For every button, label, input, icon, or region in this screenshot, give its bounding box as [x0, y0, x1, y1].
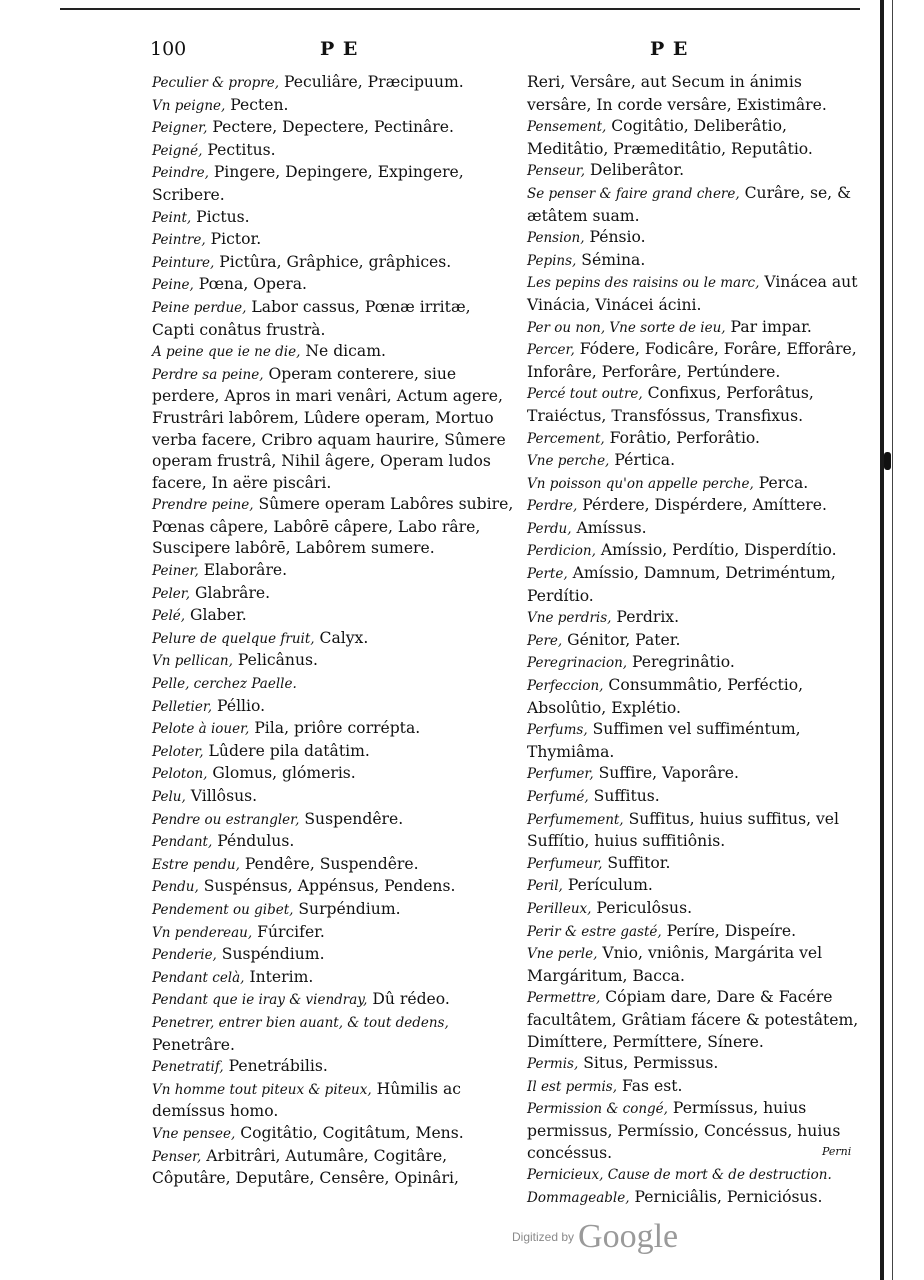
dictionary-entry: [152, 252, 517, 275]
entry-translation: Situs, Permissus.: [578, 1054, 719, 1073]
dictionary-entry: [152, 899, 517, 922]
entry-translation: Pictûra, Grâphice, grâphices.: [214, 252, 452, 271]
entry-translation: Curâre, se, & ætâtem suam.: [527, 183, 851, 225]
dictionary-entry: [527, 630, 862, 653]
entry-translation: Peculiâre, Præcipuum.: [279, 73, 464, 91]
dictionary-entry: [152, 1056, 517, 1079]
entry-headword: Permettre,: [527, 990, 601, 1007]
entry-translation: Pectitus.: [202, 140, 276, 159]
entry-headword: Perdu,: [527, 520, 572, 537]
dictionary-entry: [527, 652, 862, 675]
dictionary-entry: [152, 944, 517, 967]
entry-translation: Fúrcifer.: [252, 922, 325, 941]
dictionary-entry: [152, 297, 517, 341]
running-head-right: P E: [650, 38, 689, 60]
entry-headword: Peiner,: [152, 563, 199, 580]
entry-headword: Peigner,: [152, 120, 208, 137]
watermark-label: Digitized by: [512, 1230, 575, 1244]
entry-translation: Cogitâtio, Deliberâtio, Meditâtio, Præmeditâtio, Reputâtio.: [527, 117, 813, 158]
dictionary-entry: [527, 898, 862, 921]
dictionary-entry: [527, 786, 862, 809]
dictionary-entry: [152, 364, 517, 495]
entry-translation: Pelicânus.: [232, 651, 318, 670]
entry-headword: Perfumé,: [527, 789, 589, 805]
entry-translation: Peregrinâtio.: [627, 653, 735, 672]
dictionary-entry: [152, 967, 517, 990]
dictionary-entry: [527, 227, 862, 250]
entry-headword: Peigné,: [152, 142, 203, 159]
dictionary-entry: [527, 1076, 862, 1099]
catchword: Perni: [822, 1145, 852, 1158]
entry-headword: Perdre sa peine,: [152, 366, 264, 383]
entry-headword: Perfeccion,: [527, 678, 604, 695]
left-column: [152, 72, 517, 1190]
entry-headword: Perfumeur,: [527, 855, 603, 872]
entry-translation: Pictus.: [191, 207, 250, 226]
dictionary-entry: [152, 560, 517, 583]
dictionary-entry: [527, 383, 862, 427]
dictionary-entry: [527, 719, 862, 763]
entry-translation: Lûdere pila datâtim.: [203, 741, 370, 760]
entry-translation: Sûmere operam Labôres subire, Pœnas câpere, Labôrē câpere, Labo râre, Suscipere labôrē, Labôrem sumere.: [152, 495, 514, 558]
entry-headword: Permission & congé,: [527, 1101, 668, 1118]
dictionary-entry: [152, 229, 517, 252]
entry-headword: Penseur,: [527, 163, 586, 180]
entry-headword: Pelu,: [152, 789, 186, 805]
dictionary-entry: [527, 809, 862, 853]
entry-headword: Pendant,: [152, 834, 213, 851]
entry-headword: Peintre,: [152, 232, 206, 249]
page-top-edge: [60, 0, 860, 10]
entry-headword: Les pepins des raisins ou le marc,: [527, 275, 760, 292]
dictionary-entry: [152, 786, 517, 809]
binding-shadow: [880, 0, 884, 1280]
page-number: 100: [150, 38, 187, 60]
dictionary-entry: [152, 1123, 517, 1146]
entry-headword: Pendant celà,: [152, 969, 245, 986]
entry-translation: Reri, Versâre, aut Secum in ánimis versâre, In corde versâre, Existimâre.: [527, 73, 827, 114]
dictionary-entry: [152, 583, 517, 606]
dictionary-entry: [527, 540, 862, 563]
entry-translation: Operam conterere, siue perdere, Apros in mari venâri, Actum agere, Frustrâri labôrem, Lûdere operam, Mortuo verba facere, Cribro aquam haurire, Sûmere operam frustrâ, Nihil âgere, Operam ludos facere, In aëre piscâri.: [152, 364, 506, 492]
entry-translation: Penetrábilis.: [223, 1057, 328, 1076]
entry-translation: Péllio.: [212, 696, 266, 715]
entry-translation: Fódere, Fodicâre, Forâre, Efforâre, Inforâre, Perforâre, Pertúndere.: [527, 340, 857, 381]
dictionary-entry: [527, 987, 862, 1053]
dictionary-entry: [527, 763, 862, 786]
dictionary-entry: [527, 1053, 862, 1076]
entry-translation: Suffitus, huius suffitus, vel Suffítio, huius suffitiônis.: [527, 809, 840, 851]
dictionary-entry: [527, 339, 862, 383]
right-column: [527, 72, 862, 1209]
entry-translation: Pectere, Depectere, Pectinâre.: [207, 118, 454, 137]
entry-headword: Permis,: [527, 1056, 579, 1073]
entry-translation: Suffimen vel suffiméntum, Thymiâma.: [527, 720, 801, 761]
entry-headword: Pelote à iouer,: [152, 721, 250, 738]
entry-translation: Pingere, Depingere, Expingere, Scribere.: [152, 163, 464, 204]
entry-translation: Pœna, Opera.: [193, 275, 307, 294]
dictionary-entry: [152, 117, 517, 140]
entry-headword: Peinture,: [152, 254, 215, 271]
dictionary-entry: [152, 95, 517, 118]
entry-translation: Permíssus, huius permissus, Permíssio, Concéssus, huius concéssus.: [527, 1099, 841, 1162]
entry-headword: Il est permis,: [527, 1078, 617, 1095]
running-head-left: P E: [320, 38, 359, 60]
entry-headword: Penderie,: [152, 947, 217, 964]
google-logo: Google: [578, 1218, 679, 1255]
entry-headword: Vne perdris,: [527, 610, 612, 627]
entry-headword: Peine,: [152, 277, 194, 294]
entry-translation: Deliberâtor.: [585, 161, 685, 180]
dictionary-entry: [527, 495, 862, 518]
dictionary-entry: [527, 428, 862, 451]
dictionary-entry: [527, 250, 862, 273]
dictionary-entry: [527, 160, 862, 183]
entry-translation: Suffire, Vaporâre.: [593, 764, 739, 783]
entry-translation: Suspéndium.: [216, 945, 325, 964]
entry-headword: Perfums,: [527, 722, 588, 739]
dictionary-entry: [152, 1079, 517, 1123]
dictionary-entry: [152, 274, 517, 297]
dictionary-entry: [527, 607, 862, 630]
entry-headword: Vn peigne,: [152, 97, 226, 114]
entry-headword: Peint,: [152, 209, 192, 226]
entry-translation: Pértica.: [609, 451, 676, 470]
dictionary-entry: [527, 183, 862, 227]
entry-translation: Fas est.: [617, 1076, 683, 1095]
entry-translation: Consummâtio, Perféctio, Absolûtio, Explétio.: [527, 676, 804, 717]
entry-translation: Hûmilis ac demíssus homo.: [152, 1079, 462, 1121]
entry-translation: Arbitrâri, Autumâre, Cogitâre, Côputâre, Deputâre, Censêre, Opinâri,: [152, 1146, 459, 1188]
entry-headword: Pelle, cerchez Paelle.: [152, 676, 297, 693]
entry-headword: Prendre peine,: [152, 497, 254, 514]
dictionary-entry: [152, 989, 517, 1012]
entry-headword: Perdicion,: [527, 543, 596, 560]
dictionary-entry: [527, 473, 862, 496]
entry-translation: Suspendêre.: [299, 809, 404, 828]
entry-translation: Dû rédeo.: [367, 990, 450, 1009]
entry-translation: Perdrix.: [611, 608, 680, 627]
entry-headword: Pepins,: [527, 252, 577, 269]
entry-translation: Perniciâlis, Perniciósus.: [629, 1187, 823, 1206]
entry-headword: Vne perche,: [527, 453, 610, 470]
dictionary-entry: [152, 494, 517, 560]
entry-headword: Pernicieux, Cause de mort & de destruction.: [527, 1167, 832, 1184]
dictionary-entry: [152, 741, 517, 764]
entry-headword: Penetrer, entrer bien auant, & tout dedens,: [152, 1014, 449, 1031]
entry-translation: Labor cassus, Pœnæ irritæ, Capti conâtus frustrà.: [152, 297, 471, 339]
entry-headword: Vn pendereau,: [152, 924, 253, 941]
dictionary-entry: [152, 763, 517, 786]
entry-headword: Percement,: [527, 430, 605, 447]
entry-translation: Vinácea aut Vinácia, Vinácei ácini.: [527, 273, 858, 314]
entry-headword: Percer,: [527, 342, 575, 359]
entry-translation: Pecten.: [225, 95, 289, 114]
dictionary-entry: [527, 450, 862, 473]
entry-headword: Peler,: [152, 585, 191, 602]
entry-headword: Pendant que ie iray & viendray,: [152, 992, 368, 1009]
dictionary-entry: [152, 650, 517, 673]
dictionary-entry: [527, 1187, 862, 1210]
dictionary-entry: [527, 1098, 862, 1164]
entry-translation: Suffitor.: [602, 853, 671, 872]
dictionary-entry: [527, 272, 862, 316]
dictionary-entry: [152, 696, 517, 719]
entry-translation: Villôsus.: [185, 787, 258, 805]
entry-translation: Amíssus.: [571, 518, 647, 537]
entry-headword: Peloter,: [152, 743, 204, 760]
entry-headword: A peine que ie ne die,: [152, 344, 301, 361]
entry-headword: Pelure de quelque fruit,: [152, 630, 315, 647]
entry-translation: Suspénsus, Appénsus, Pendens.: [198, 877, 456, 896]
entry-headword: Perfumer,: [527, 766, 594, 783]
entry-translation: Glabrâre.: [190, 583, 271, 602]
entry-headword: Penser,: [152, 1148, 202, 1165]
dictionary-entry: [152, 673, 517, 696]
entry-headword: Peculier & propre,: [152, 75, 279, 91]
entry-translation: Pictor.: [205, 230, 262, 249]
entry-headword: Estre pendu,: [152, 856, 240, 873]
entry-headword: Perdre,: [527, 498, 578, 515]
entry-headword: Pensement,: [527, 119, 607, 136]
entry-headword: Pere,: [527, 632, 563, 649]
dictionary-entry: [152, 72, 517, 95]
dictionary-entry: [152, 922, 517, 945]
entry-translation: Elaborâre.: [198, 561, 288, 580]
entry-headword: Se penser & faire grand chere,: [527, 185, 740, 202]
entry-translation: Par impar.: [725, 317, 812, 336]
entry-translation: Pénsio.: [584, 228, 646, 247]
dictionary-entry: [152, 162, 517, 206]
entry-translation: Forâtio, Perforâtio.: [604, 428, 760, 447]
entry-translation: Interim.: [244, 967, 314, 986]
entry-headword: Perte,: [527, 566, 568, 583]
dictionary-entry: [152, 809, 517, 832]
entry-headword: Peine perdue,: [152, 299, 247, 316]
entry-translation: Confixus, Perforâtus, Traiéctus, Transfóssus, Transfixus.: [527, 384, 814, 425]
dictionary-entry: [527, 675, 862, 719]
entry-headword: Vn homme tout piteux & piteux,: [152, 1081, 372, 1098]
dictionary-entry: [152, 628, 517, 651]
entry-translation: Sémina.: [576, 250, 646, 269]
entry-headword: Peloton,: [152, 766, 208, 783]
entry-headword: Vne pensee,: [152, 1125, 236, 1142]
dictionary-entry: [527, 72, 862, 116]
entry-headword: Pendre ou estrangler,: [152, 811, 300, 828]
entry-headword: Peregrinacion,: [527, 655, 628, 672]
dictionary-entry: [152, 1146, 517, 1190]
dictionary-entry: [152, 718, 517, 741]
entry-translation: Glaber.: [185, 606, 247, 625]
dictionary-entry: [152, 341, 517, 364]
dictionary-entry: [527, 518, 862, 541]
entry-headword: Pendement ou gibet,: [152, 901, 294, 918]
entry-headword: Perfumement,: [527, 811, 624, 828]
entry-translation: Vnio, vniônis, Margárita vel Margáritum, Bacca.: [527, 944, 823, 985]
ink-mark: [884, 452, 891, 470]
entry-translation: Ne dicam.: [300, 342, 386, 361]
dictionary-entry: [527, 1164, 862, 1187]
entry-headword: Peindre,: [152, 165, 209, 182]
entry-headword: Perilleux,: [527, 900, 592, 917]
dictionary-entry: [152, 854, 517, 877]
entry-translation: Génitor, Pater.: [562, 630, 681, 649]
entry-headword: Vn poisson qu'on appelle perche,: [527, 475, 754, 492]
entry-headword: Pension,: [527, 230, 585, 247]
entry-translation: Perca.: [753, 473, 809, 492]
entry-headword: Pelé,: [152, 608, 186, 625]
entry-translation: Cogitâtio, Cogitâtum, Mens.: [235, 1123, 464, 1142]
entry-translation: Pila, priôre corrépta.: [249, 719, 421, 738]
entry-translation: Períre, Dispeíre.: [661, 921, 797, 940]
entry-translation: Cópiam dare, Dare & Facére facultâtem, Grâtiam fácere & potestâtem, Dimíttere, Permíttere, Sínere.: [527, 988, 859, 1051]
dictionary-entry: [527, 921, 862, 944]
dictionary-entry: [152, 605, 517, 628]
entry-translation: Calyx.: [314, 628, 369, 647]
entry-headword: Penetratif,: [152, 1059, 224, 1076]
entry-translation: Amíssio, Perdítio, Disperdítio.: [595, 541, 837, 560]
dictionary-entry: [152, 207, 517, 230]
dictionary-entry: [527, 317, 862, 340]
entry-headword: Percé tout outre,: [527, 386, 643, 403]
entry-translation: Penetrâre.: [152, 1035, 235, 1054]
entry-translation: Suffitus.: [588, 787, 660, 805]
dictionary-entry: [527, 563, 862, 607]
entry-translation: Periculôsus.: [591, 898, 693, 917]
entry-headword: Peril,: [527, 878, 563, 895]
entry-headword: Pendu,: [152, 879, 199, 896]
entry-translation: Amíssio, Damnum, Detriméntum, Perdítio.: [527, 564, 836, 605]
digitized-by-google-watermark: [512, 1218, 678, 1256]
dictionary-entry: [152, 876, 517, 899]
dictionary-entry: [527, 116, 862, 160]
dictionary-entry: [527, 943, 862, 987]
dictionary-entry: [152, 831, 517, 854]
entry-translation: Surpéndium.: [293, 899, 401, 918]
entry-headword: Perir & estre gasté,: [527, 923, 662, 940]
entry-headword: Dommageable,: [527, 1189, 630, 1206]
entry-translation: Pérdere, Dispérdere, Amíttere.: [577, 496, 827, 515]
entry-headword: Pelletier,: [152, 698, 213, 715]
entry-headword: Per ou non, Vne sorte de ieu,: [527, 319, 726, 336]
dictionary-entry: [527, 875, 862, 898]
dictionary-entry: [152, 140, 517, 163]
dictionary-entry: [527, 853, 862, 876]
entry-translation: Péndulus.: [212, 832, 295, 851]
entry-translation: Glomus, glómeris.: [207, 764, 356, 783]
entry-headword: Vne perle,: [527, 946, 598, 963]
dictionary-entry: [152, 1012, 517, 1056]
entry-translation: Perículum.: [562, 876, 653, 895]
entry-headword: Vn pellican,: [152, 653, 233, 670]
page-edge-line: [892, 0, 893, 1280]
entry-translation: Pendêre, Suspendêre.: [239, 854, 419, 873]
